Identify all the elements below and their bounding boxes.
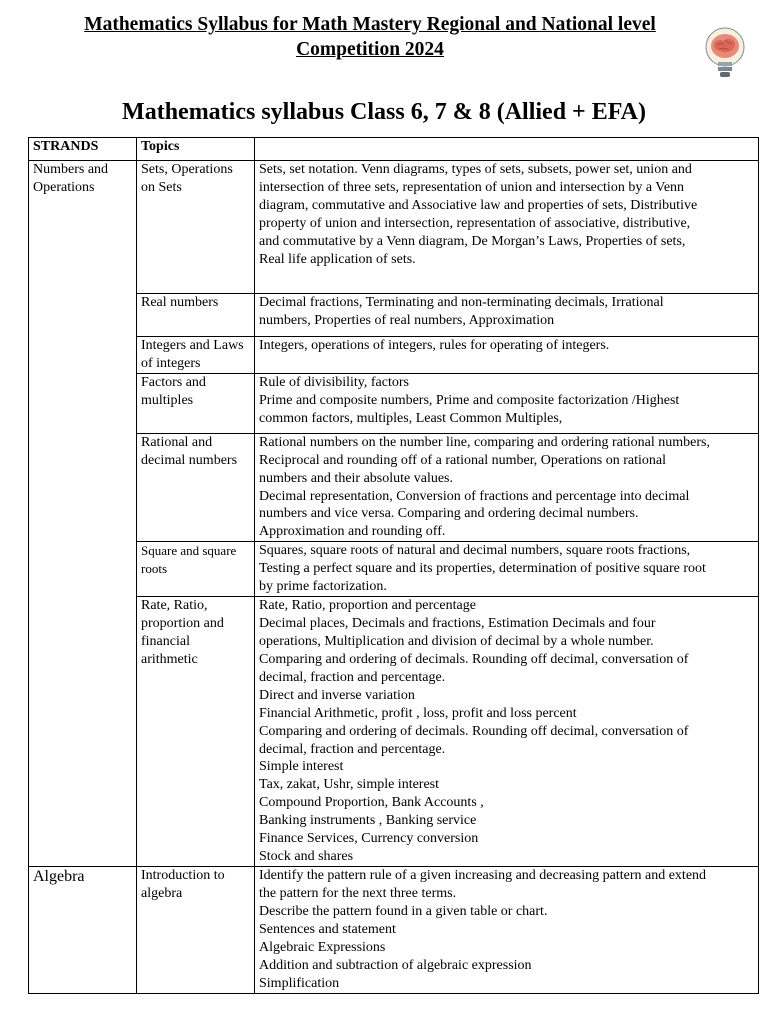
content-cell — [255, 294, 759, 337]
content-line: numbers and their absolute values. — [259, 470, 454, 486]
content-line: decimal, fraction and percentage. — [259, 669, 446, 685]
content-line: the pattern for the next three terms. — [259, 886, 457, 902]
content-line: Rate, Ratio, proportion and percentage — [259, 598, 476, 614]
content-line: operations, Multiplication and division of decimal by a whole number. — [259, 634, 654, 650]
brain-lightbulb-icon — [704, 26, 746, 82]
content-line: Real life application of sets. — [259, 251, 416, 267]
content-cell — [255, 433, 759, 541]
content-line: numbers and vice versa. Comparing and ordering decimal numbers. — [259, 506, 639, 522]
content-line: Prime and composite numbers, Prime and composite factorization /Highest — [259, 392, 680, 408]
table-row — [29, 597, 759, 867]
content-line: Comparing and ordering of decimals. Rounding off decimal, conversation of — [259, 723, 689, 739]
content-line: Banking instruments , Banking service — [259, 813, 477, 829]
content-line: Sets, set notation. Venn diagrams, types of sets, subsets, power set, union and — [259, 162, 692, 177]
strand-numbers-and-operations: Numbers and Operations — [29, 161, 137, 867]
content-line: Decimal fractions, Terminating and non-terminating decimals, Irrational — [259, 295, 664, 310]
document-header — [0, 12, 740, 62]
table-row — [29, 294, 759, 337]
content-line: common factors, multiples, Least Common Multiples, — [259, 410, 563, 426]
content-line: Decimal places, Decimals and fractions, Estimation Decimals and four — [259, 616, 656, 632]
content-cell — [255, 161, 759, 294]
content-cell — [255, 867, 759, 993]
content-line: Squares, square roots of natural and decimal numbers, square roots fractions, — [259, 543, 691, 559]
title-line-2: Competition 2024 — [296, 39, 444, 60]
content-line: Tax, zakat, Ushr, simple interest — [259, 777, 440, 793]
table-row — [29, 161, 759, 294]
topic-cell: Rational and decimal numbers — [137, 433, 255, 541]
content-line: by prime factorization. — [259, 579, 387, 595]
topic-cell: Factors and multiples — [137, 373, 255, 433]
content-line: Stock and shares — [259, 848, 354, 864]
content-line: Simplification — [259, 975, 340, 991]
topic-cell: Square and square roots — [137, 542, 255, 597]
content-cell — [255, 542, 759, 597]
content-line: and commutative by a Venn diagram, De Morgan’s Laws, Properties of sets, — [259, 233, 686, 249]
content-line: Financial Arithmetic, profit , loss, profit and loss percent — [259, 705, 577, 721]
content-line: Compound Proportion, Bank Accounts , — [259, 795, 484, 811]
header-content — [255, 138, 759, 161]
table-header-row — [29, 138, 759, 161]
syllabus-subtitle: Mathematics syllabus Class 6, 7 & 8 (Allied + EFA) — [122, 99, 646, 125]
content-line: numbers, Properties of real numbers, Approximation — [259, 312, 555, 328]
content-line: Reciprocal and rounding off of a rational number, Operations on rational — [259, 452, 666, 468]
strand-algebra: Algebra — [29, 867, 137, 993]
topic-cell: Rate, Ratio, proportion and financial arithmetic — [137, 597, 255, 867]
content-line: Rational numbers on the number line, comparing and ordering rational numbers, — [259, 434, 710, 450]
table-row — [29, 542, 759, 597]
topic-cell: Real numbers — [137, 294, 255, 337]
content-line: Sentences and statement — [259, 921, 396, 937]
content-line: property of union and intersection, representation of associative, distributive, — [259, 215, 691, 231]
topic-cell: Integers and Laws of integers — [137, 337, 255, 374]
content-line: Algebraic Expressions — [259, 939, 386, 955]
content-line: Decimal representation, Conversion of fractions and percentage into decimal — [259, 488, 690, 504]
content-line: intersection of three sets, representation of union and intersection by a Venn — [259, 179, 685, 195]
content-line: Rule of divisibility, factors — [259, 374, 409, 390]
content-line: diagram, commutative and Associative law and properties of sets, Distributive — [259, 197, 698, 213]
table-row — [29, 867, 759, 993]
content-line: Simple interest — [259, 759, 344, 775]
content-line: Identify the pattern rule of a given increasing and decreasing pattern and extend — [259, 868, 707, 884]
title-line-1: Mathematics Syllabus for Math Mastery Regional and National level — [84, 14, 656, 35]
content-cell — [255, 373, 759, 433]
content-line: Direct and inverse variation — [259, 687, 415, 703]
header-strands: STRANDS — [29, 138, 137, 161]
content-line: Describe the pattern found in a given table or chart. — [259, 904, 548, 920]
content-line: Integers, operations of integers, rules for operating of integers. — [259, 338, 610, 353]
content-line: Finance Services, Currency conversion — [259, 831, 479, 847]
content-line: Addition and subtraction of algebraic expression — [259, 957, 532, 973]
content-cell — [255, 337, 759, 374]
syllabus-table — [28, 137, 759, 994]
table-row — [29, 433, 759, 541]
topic-cell: Sets, Operations on Sets — [137, 161, 255, 294]
content-line: Approximation and rounding off. — [259, 524, 446, 540]
content-line: Testing a perfect square and its properties, determination of positive square root — [259, 561, 706, 577]
topic-cell: Introduction to algebra — [137, 867, 255, 993]
header-topics: Topics — [137, 138, 255, 161]
content-cell — [255, 597, 759, 867]
table-row — [29, 337, 759, 374]
content-line: decimal, fraction and percentage. — [259, 741, 446, 757]
content-line: Comparing and ordering of decimals. Rounding off decimal, conversation of — [259, 651, 689, 667]
table-row — [29, 373, 759, 433]
